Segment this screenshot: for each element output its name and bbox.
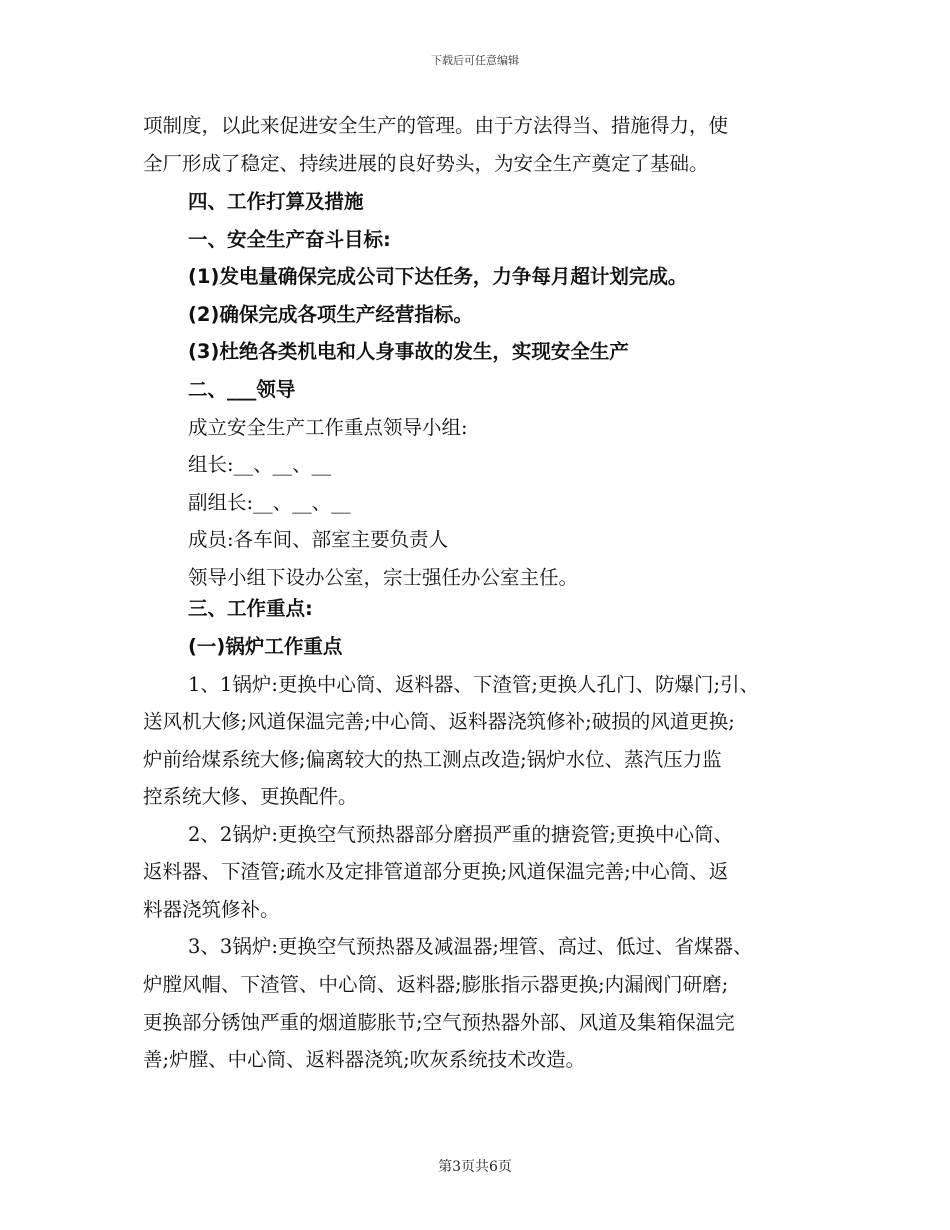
body-line: 成立安全生产工作重点领导小组: (188, 416, 468, 439)
body-line: 送风机大修;风道保温完善;中心筒、返料器浇筑修补;破损的风道更换; (143, 710, 735, 733)
body-line: 料器浇筑修补。 (143, 898, 280, 921)
body-line: 项制度，以此来促进安全生产的管理。由于方法得当、措施得力，使 (143, 114, 729, 137)
body-line: 2、2锅炉:更换空气预热器部分磨损严重的搪瓷管;更换中心筒、 (188, 823, 733, 846)
body-line: 成员:各车间、部室主要负责人 (188, 528, 449, 551)
goal-item: (1)发电量确保完成公司下达任务，力争每月超计划完成。 (188, 265, 688, 288)
body-line: 3、3锅炉:更换空气预热器及减温器;埋管、高过、低过、省煤器、 (188, 935, 753, 958)
subsection-heading: (一)锅炉工作重点 (188, 635, 343, 658)
section-heading: 一、安全生产奋斗目标: (188, 228, 391, 251)
page-header: 下载后可任意编辑 (431, 54, 519, 67)
section-heading: 四、工作打算及措施 (188, 190, 364, 213)
page-number: 第3页共6页 (438, 1159, 512, 1175)
body-line: 炉前给煤系统大修;偏离较大的热工测点改造;锅炉水位、蒸汽压力监 (143, 748, 722, 771)
body-line: 全厂形成了稳定、持续进展的良好势头，为安全生产奠定了基础。 (143, 152, 709, 175)
body-line: 善;炉膛、中心筒、返料器浇筑;吹灰系统技术改造。 (143, 1048, 586, 1071)
body-line: 领导小组下设办公室，宗士强任办公室主任。 (188, 566, 579, 589)
body-line: 控系统大修、更换配件。 (143, 785, 358, 808)
body-line: 副组长:__、__、__ (188, 491, 351, 514)
section-heading: 二、___领导 (188, 378, 296, 401)
goal-item: (3)杜绝各类机电和人身事故的发生，实现安全生产 (188, 340, 629, 363)
body-line: 更换部分锈蚀严重的烟道膨胀节;空气预热器外部、风道及集箱保温完 (143, 1011, 735, 1034)
body-line: 组长:__、__、__ (188, 453, 332, 476)
body-line: 1、1锅炉:更换中心筒、返料器、下渣管;更换人孔门、防爆门;引、 (188, 673, 760, 696)
goal-item: (2)确保完成各项生产经营指标。 (188, 303, 473, 326)
body-line: 炉膛风帽、下渣管、中心筒、返料器;膨胀指示器更换;内漏阀门研磨; (143, 973, 729, 996)
body-line: 返料器、下渣管;疏水及定排管道部分更换;风道保温完善;中心筒、返 (143, 860, 729, 883)
section-heading: 三、工作重点: (188, 597, 313, 620)
